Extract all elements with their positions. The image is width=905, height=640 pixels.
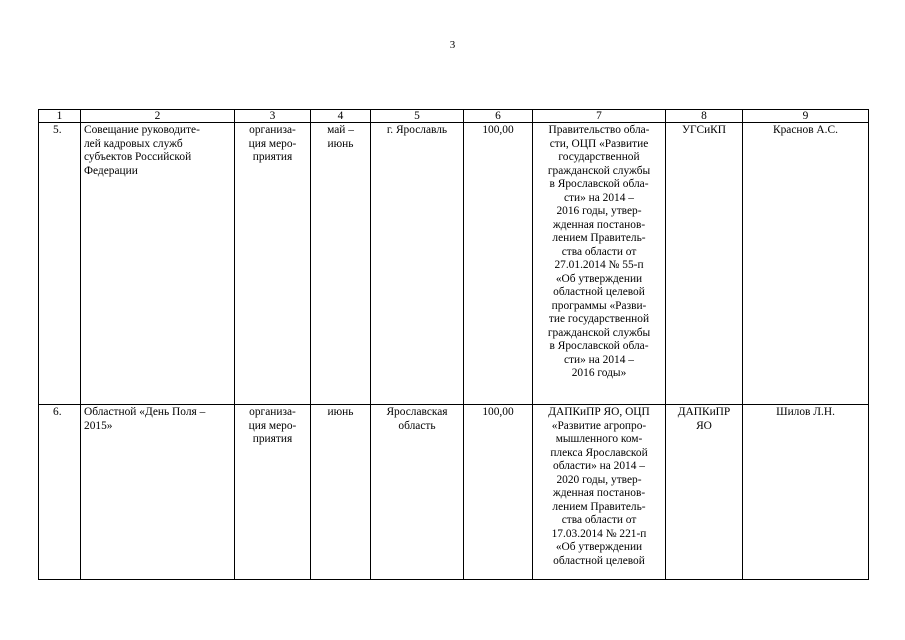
funding-source-cell: ДАПКиПР ЯО, ОЦП «Развитие агропро- мышленного ком- плекса Ярославской области» на 2014 – 2020 годы, утвер- жденная постанов- лением Правитель- ства области от 17.03.2014 № 221-п «Об утверждении областной целевой [533,405,666,580]
column-header: 9 [743,110,869,123]
column-header: 7 [533,110,666,123]
event-name-cell: Совещание руководите- лей кадровых служб субъектов Российской Федерации [81,123,235,405]
column-header: 1 [39,110,81,123]
event-form-cell: организа- ция меро- приятия [235,123,311,405]
table-row [39,123,869,405]
column-header: 8 [666,110,743,123]
amount-cell: 100,00 [464,123,533,405]
row-number-cell: 5. [39,123,81,405]
column-header: 6 [464,110,533,123]
place-cell: г. Ярославль [371,123,464,405]
row-number-cell: 6. [39,405,81,580]
page-number: 3 [449,39,456,51]
event-name-cell: Областной «День Поля – 2015» [81,405,235,580]
column-header: 5 [371,110,464,123]
column-header: 2 [81,110,235,123]
column-header: 3 [235,110,311,123]
responsible-org-cell: ДАПКиПР ЯО [666,405,743,580]
column-header: 4 [311,110,371,123]
responsible-person-cell: Шилов Л.Н. [743,405,869,580]
events-table [38,109,869,580]
amount-cell: 100,00 [464,405,533,580]
funding-source-cell: Правительство обла- сти, ОЦП «Развитие государственной гражданской службы в Ярославской обла- сти» на 2014 – 2016 годы, утвер- жденная постанов- лением Правитель- ства области от 27.01.2014 № 55-п «Об утверждении областной целевой программы «Разви- тие государственной гражданской службы в Ярославской обла- сти» на 2014 – 2016 годы» [533,123,666,405]
place-cell: Ярославская область [371,405,464,580]
period-cell: июнь [311,405,371,580]
table-header-row [39,110,869,123]
period-cell: май – июнь [311,123,371,405]
event-form-cell: организа- ция меро- приятия [235,405,311,580]
responsible-org-cell: УГСиКП [666,123,743,405]
responsible-person-cell: Краснов А.С. [743,123,869,405]
table-row [39,405,869,580]
